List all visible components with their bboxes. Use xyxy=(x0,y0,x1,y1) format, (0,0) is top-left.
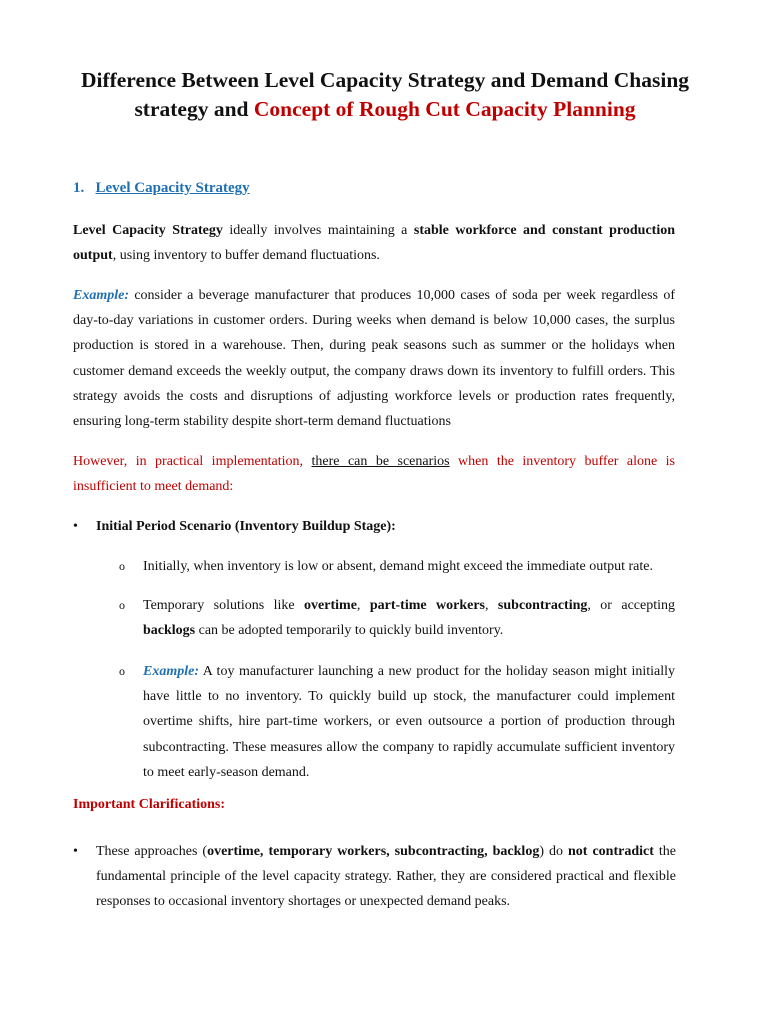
sub2-text-2: , xyxy=(356,598,370,613)
sub2-text-3: , xyxy=(485,598,498,613)
however-text-2: when the inventory buffer alone is insufficient to meet demand: xyxy=(73,454,675,495)
sub2-backlogs: backlogs xyxy=(143,623,196,639)
b2-text-2: ) do xyxy=(539,844,568,859)
however-underlined: there can be scenarios xyxy=(311,454,450,469)
bullet-item-scenario xyxy=(96,514,676,539)
bullet-marker: • xyxy=(73,844,78,859)
sub2-text-1: Temporary solutions like xyxy=(143,598,305,613)
sub3-example-text: A toy manufacturer launching a new product for the holiday season might initially have little to no inventory. To quickly build up stock, the manufacturer could implement overtime shifts, hire part-time workers, or even outsource a portion of production through subcontracting. These measures allow the company to rapidly accumulate sufficient inventory to meet early-season demand. xyxy=(143,664,675,780)
section-title: Level Capacity Strategy xyxy=(95,180,250,196)
section-number: 1. xyxy=(73,180,85,196)
intro-text-1: ideally involves maintaining a xyxy=(222,223,414,238)
b2-approaches: overtime, temporary workers, subcontracting, backlog xyxy=(207,844,540,859)
example-paragraph xyxy=(73,283,675,434)
sub3-example-label: Example: xyxy=(143,664,199,679)
section-heading xyxy=(73,180,250,197)
however-text-1: However, in practical implementation, xyxy=(73,454,312,469)
intro-paragraph xyxy=(73,218,675,268)
intro-text-2: , using inventory to buffer demand fluctuations. xyxy=(112,248,380,264)
sub-item-example xyxy=(143,659,675,785)
example-label: Example: xyxy=(73,288,129,303)
however-paragraph xyxy=(73,449,675,499)
b2-text-1: These approaches ( xyxy=(96,844,208,859)
sub2-part-time: part-time workers xyxy=(369,598,485,613)
sub2-overtime: overtime xyxy=(304,598,357,613)
sub2-text-5: can be adopted temporarily to quickly build inventory. xyxy=(195,623,504,639)
sub-bullet-marker: o xyxy=(119,559,125,573)
bullet-marker: • xyxy=(73,519,78,534)
intro-emphasis: stable workforce and constant production output xyxy=(73,223,675,264)
sub2-text-4: , or accepting xyxy=(587,598,676,613)
page-title xyxy=(60,66,710,124)
clarifications-heading: Important Clarifications: xyxy=(73,797,226,812)
title-part-1: Difference Between Level Capacity Strategy and Demand Chasing strategy and xyxy=(80,68,690,121)
sub-item-initial: Initially, when inventory is low or absent, demand might exceed the immediate output rate. xyxy=(143,559,653,574)
b2-text-3: the fundamental principle of the level capacity strategy. Rather, they are considered practical and flexible responses to occasional inventory shortages or unexpected demand peaks. xyxy=(96,844,676,910)
bullet-item-approaches xyxy=(96,839,676,915)
b2-not-contradict: not contradict xyxy=(568,844,654,859)
sub2-subcontracting: subcontracting xyxy=(497,598,588,613)
title-part-2: Concept of Rough Cut Capacity Planning xyxy=(253,97,636,121)
intro-term: Level Capacity Strategy xyxy=(73,223,223,238)
sub-bullet-marker: o xyxy=(119,664,125,678)
scenario-heading: Initial Period Scenario (Inventory Buildup Stage): xyxy=(96,519,396,534)
example-text: consider a beverage manufacturer that produces 10,000 cases of soda per week regardless of day-to-day variations in customer orders. During weeks when demand is below 10,000 cases, the surplus production is stored in a warehouse. Then, during peak seasons such as summer or the holidays when customer demand exceeds the weekly output, the company draws down its inventory to fulfill orders. This strategy avoids the costs and disruptions of adjusting workforce levels or production rates frequently, ensuring long-term stability despite short-term demand fluctuations xyxy=(73,288,675,430)
sub-bullet-marker: o xyxy=(119,598,125,612)
sub-item-temporary xyxy=(143,593,675,643)
